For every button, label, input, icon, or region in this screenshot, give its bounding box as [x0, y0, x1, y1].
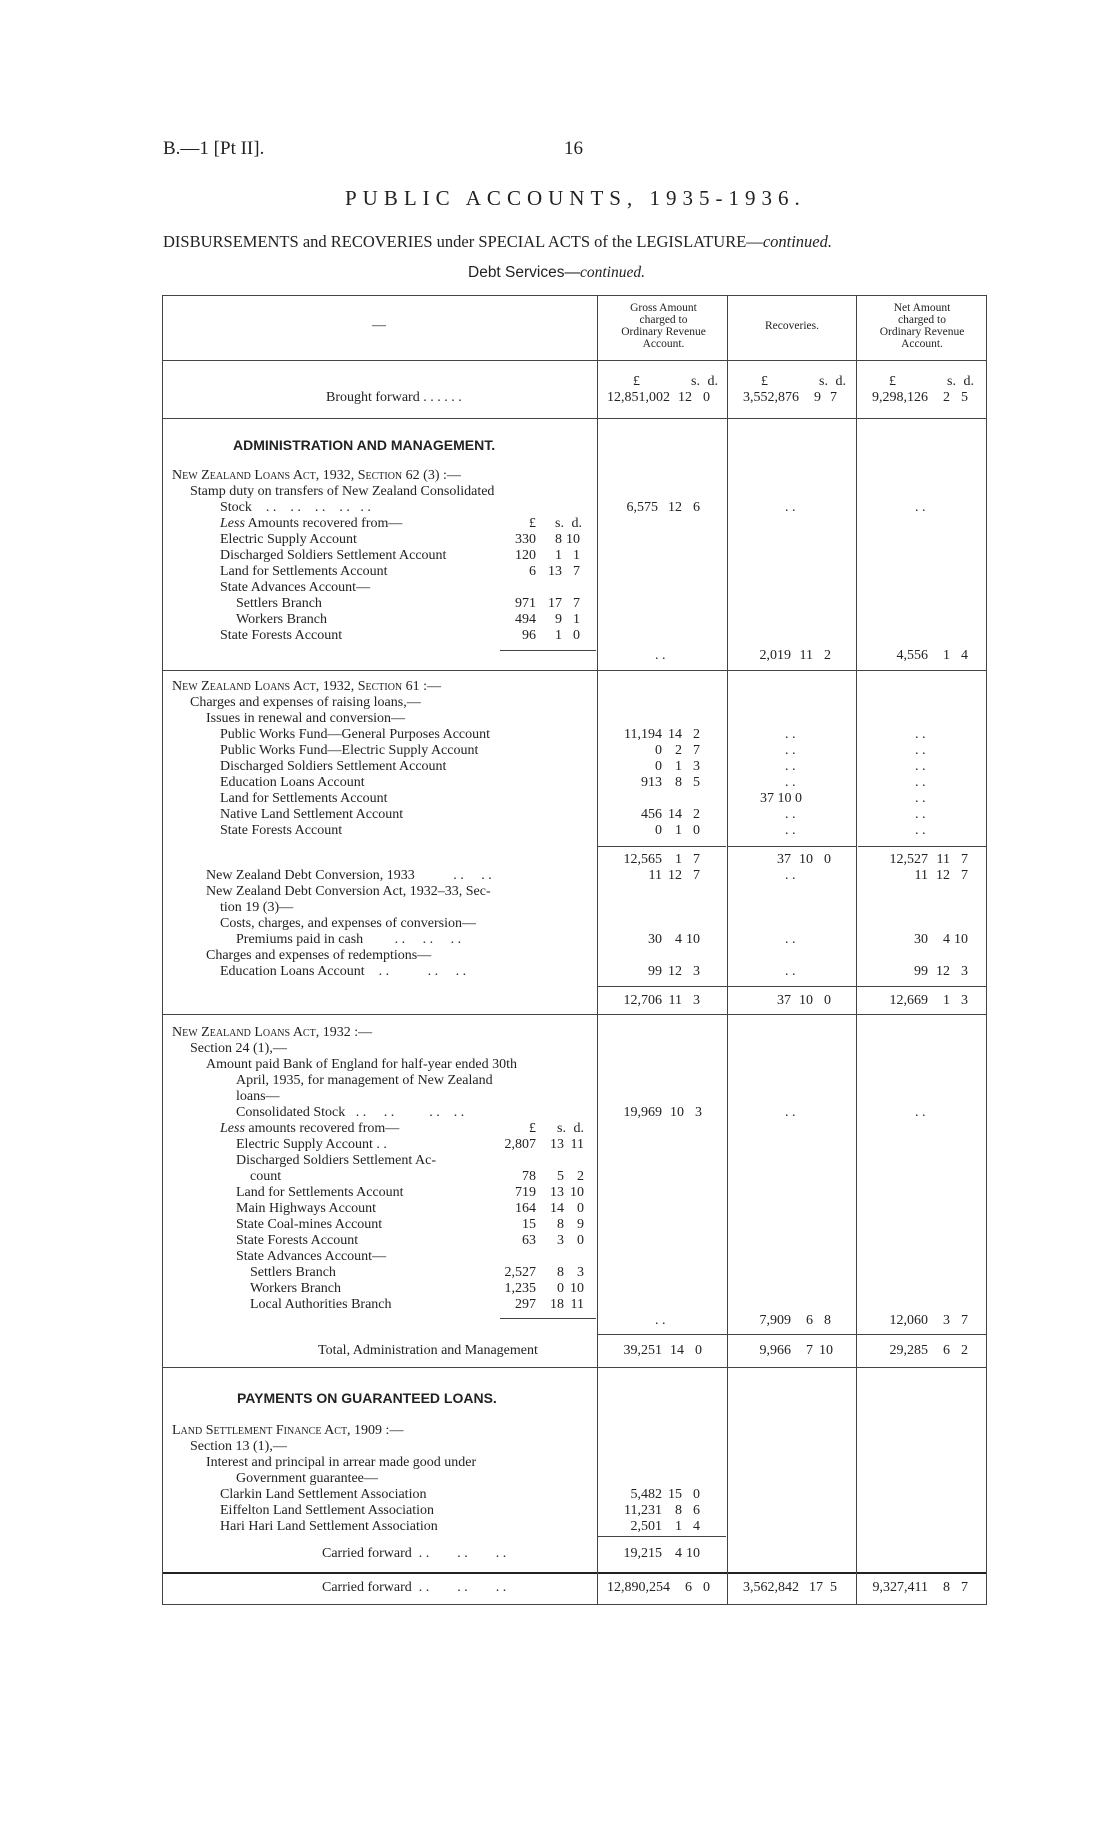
- block3-item-amount: 2,807 13 11: [504, 1137, 584, 1152]
- block3-line3: loans—: [236, 1089, 280, 1104]
- block4-carried-label: Carried forward . . . . . .: [322, 1546, 507, 1561]
- brought-forward-label: Brought forward . . . . . .: [326, 390, 462, 405]
- block3-item-amount: [490, 1153, 584, 1169]
- prem-rec-dots: . .: [785, 932, 796, 947]
- block2-item-gross: 11,194 14 2: [624, 727, 700, 742]
- block4-item-label: Eiffelton Land Settlement Association: [220, 1503, 434, 1518]
- redemptions-label: Charges and expenses of redemptions—: [206, 948, 432, 963]
- block2-item-label: Discharged Soldiers Settlement Account: [220, 759, 447, 774]
- block4-section: Section 13 (1),—: [190, 1439, 287, 1454]
- block3-item-label: Electric Supply Account . .: [236, 1137, 387, 1152]
- block3-item-label: Workers Branch: [250, 1281, 342, 1296]
- column-net: Net Amount charged to Ordinary Revenue Account.: [879, 302, 965, 350]
- block3-item-label: State Forests Account: [236, 1233, 359, 1248]
- cf-net: 9,327,411 8 7: [872, 1580, 968, 1595]
- unit-gross: £ s. d.: [633, 374, 718, 389]
- block3-less: Less amounts recovered from—: [220, 1121, 400, 1136]
- block2-item-net: . .: [915, 807, 926, 822]
- block4-item-label: Clarkin Land Settlement Association: [220, 1487, 427, 1502]
- consolidated-stock: Consolidated Stock . . . . . . . .: [236, 1105, 465, 1120]
- bf-rec: 3,552,876 9 7: [743, 390, 837, 405]
- page-title: PUBLIC ACCOUNTS, 1935-1936.: [345, 186, 806, 210]
- block2-item-gross: 0 1 0: [655, 823, 700, 838]
- block1-net-dots: . .: [915, 500, 926, 515]
- block3-gross-dots: . .: [655, 1313, 666, 1328]
- block3-item-label: Settlers Branch: [250, 1265, 336, 1280]
- bf-gross: 12,851,002 12 0: [607, 390, 710, 405]
- document-ref: B.—1 [Pt II].: [163, 138, 265, 159]
- block1-line2: Stock . . . . . . . . . .: [220, 500, 371, 515]
- block2-item-gross: [600, 791, 700, 807]
- block2-item-label: Education Loans Account: [220, 775, 365, 790]
- column-gross: Gross Amount charged to Ordinary Revenue Account.: [621, 302, 706, 350]
- block1-act: New Zealand Loans Act, 1932, Section 62 (3) :—: [172, 468, 461, 483]
- block4-item-gross: 2,501 1 4: [630, 1519, 700, 1534]
- column-recoveries: Recoveries.: [765, 320, 819, 332]
- block2-item-rec: . .: [785, 775, 796, 790]
- block2-item-net: . .: [915, 759, 926, 774]
- premiums-label: Premiums paid in cash . . . . . .: [236, 932, 462, 947]
- block1-gross-dots: . .: [655, 648, 666, 663]
- edu-gross: 99 12 3: [648, 964, 700, 979]
- block4-item-gross: 11,231 8 6: [624, 1503, 700, 1518]
- block3-item-label: count: [250, 1169, 282, 1184]
- block3-section: Section 24 (1),—: [190, 1041, 287, 1056]
- conv-net: 11 12 7: [914, 868, 968, 883]
- carried-forward-label: Carried forward . . . . . .: [322, 1580, 507, 1595]
- block2-item-net: . .: [915, 823, 926, 838]
- block2-line1: Charges and expenses of raising loans,—: [190, 695, 421, 710]
- block4-item-gross: 5,482 15 0: [630, 1487, 700, 1502]
- block4-carried-gross: 19,215 4 10: [623, 1546, 700, 1561]
- edu-label: Education Loans Account . . . . . .: [220, 964, 467, 979]
- block1-less: Less Amounts recovered from—: [220, 516, 403, 531]
- block3-item-label: State Advances Account—: [236, 1249, 387, 1264]
- block1-item-amount: 96 1 0: [522, 628, 580, 643]
- block3-item-amount: 297 18 11: [515, 1297, 584, 1312]
- total-admin-label: Total, Administration and Management: [318, 1343, 538, 1358]
- block3-item-label: State Coal-mines Account: [236, 1217, 383, 1232]
- block3-item-amount: 15 8 9: [522, 1217, 584, 1232]
- column-dash: —: [372, 318, 386, 333]
- subtitle: DISBURSEMENTS and RECOVERIES under SPECIAL ACTS of the LEGISLATURE—continued.: [163, 232, 833, 251]
- block2-item-rec: 37 10 0: [760, 791, 802, 806]
- block2-item-label: Land for Settlements Account: [220, 791, 388, 806]
- block2-item-rec: . .: [785, 727, 796, 742]
- block1-item-label: State Forests Account: [220, 628, 343, 643]
- block1-units: £ s. d.: [529, 516, 582, 531]
- block2-item-net: . .: [915, 743, 926, 758]
- block2-item-rec: . .: [785, 807, 796, 822]
- block2-item-net: . .: [915, 775, 926, 790]
- block1-rec-dots: . .: [785, 500, 796, 515]
- conv-act-line2: tion 19 (3)—: [220, 900, 294, 915]
- cf-rec: 3,562,842 17 5: [743, 1580, 837, 1595]
- block1-item-label: Electric Supply Account: [220, 532, 357, 547]
- block1-item-label: Workers Branch: [236, 612, 328, 627]
- block4-line2: Government guarantee—: [236, 1471, 378, 1486]
- block1-item-label: Land for Settlements Account: [220, 564, 388, 579]
- block2-total-rec: 37 10 0: [777, 993, 831, 1008]
- block2-item-gross: 0 2 7: [655, 743, 700, 758]
- block2-item-gross: 0 1 3: [655, 759, 700, 774]
- block3-net: 12,060 3 7: [889, 1313, 968, 1328]
- block3-net-dots: . .: [915, 1105, 926, 1120]
- block4-item-label: Hari Hari Land Settlement Association: [220, 1519, 438, 1534]
- page-number: 16: [564, 138, 583, 159]
- total-admin-rec: 9,966 7 10: [759, 1343, 833, 1358]
- block3-item-label: Discharged Soldiers Settlement Ac-: [236, 1153, 436, 1168]
- block3-line2: April, 1935, for management of New Zealand: [236, 1073, 493, 1088]
- block2-item-label: Public Works Fund—General Purposes Account: [220, 727, 491, 742]
- block2-total-gross: 12,706 11 3: [623, 993, 700, 1008]
- block3-item-amount: [490, 1249, 584, 1265]
- edu-rec-dots: . .: [785, 964, 796, 979]
- block3-item-amount: 1,235 0 10: [504, 1281, 584, 1296]
- block1-item-amount: 120 1 1: [515, 548, 580, 563]
- block2-item-gross: 913 8 5: [641, 775, 700, 790]
- conv-rec-dots: . .: [785, 868, 796, 883]
- prem-gross: 30 4 10: [648, 932, 700, 947]
- block2-item-gross: 456 14 2: [641, 807, 700, 822]
- section-subtitle: Debt Services—continued.: [468, 264, 645, 281]
- cf-gross: 12,890,254 6 0: [607, 1580, 710, 1595]
- block2-sub-net: 12,527 11 7: [889, 852, 968, 867]
- block3-item-label: Local Authorities Branch: [250, 1297, 392, 1312]
- guaranteed-section-title: PAYMENTS ON GUARANTEED LOANS.: [237, 1390, 497, 1406]
- edu-net: 99 12 3: [914, 964, 968, 979]
- block1-item-label: Discharged Soldiers Settlement Account: [220, 548, 447, 563]
- admin-section-title: ADMINISTRATION AND MANAGEMENT.: [233, 437, 496, 453]
- bf-net: 9,298,126 2 5: [872, 390, 968, 405]
- block3-item-amount: 719 13 10: [515, 1185, 584, 1200]
- block3-line1: Amount paid Bank of England for half-year ended 30th: [206, 1057, 518, 1072]
- block2-total-net: 12,669 1 3: [889, 993, 968, 1008]
- block2-item-net: . .: [915, 791, 926, 806]
- block1-item-amount: 330 8 10: [515, 532, 580, 547]
- total-admin-gross: 39,251 14 0: [623, 1343, 702, 1358]
- block2-item-rec: . .: [785, 743, 796, 758]
- block2-line2: Issues in renewal and conversion—: [206, 711, 406, 726]
- unit-net: £ s. d.: [889, 374, 974, 389]
- block2-item-rec: . .: [785, 823, 796, 838]
- conv-gross: 11 12 7: [648, 868, 700, 883]
- total-admin-net: 29,285 6 2: [889, 1343, 968, 1358]
- block1-line1: Stamp duty on transfers of New Zealand Consolidated: [190, 484, 495, 499]
- block1-gross: 6,575 12 6: [626, 500, 700, 515]
- block3-item-label: Land for Settlements Account: [236, 1185, 404, 1200]
- block2-item-label: Native Land Settlement Account: [220, 807, 404, 822]
- prem-net: 30 4 10: [914, 932, 968, 947]
- block3-rec: 7,909 6 8: [759, 1313, 831, 1328]
- block4-line1: Interest and principal in arrear made good under: [206, 1455, 477, 1470]
- block4-act: Land Settlement Finance Act, 1909 :—: [172, 1423, 404, 1438]
- block2-act: New Zealand Loans Act, 1932, Section 61 :—: [172, 679, 442, 694]
- block1-item-label: Settlers Branch: [236, 596, 322, 611]
- unit-rec: £ s. d.: [761, 374, 846, 389]
- block1-rec: 2,019 11 2: [759, 648, 831, 663]
- block2-sub-gross: 12,565 1 7: [623, 852, 700, 867]
- block3-units: £ s. d.: [529, 1121, 584, 1136]
- block2-item-rec: . .: [785, 759, 796, 774]
- block3-item-amount: 78 5 2: [522, 1169, 584, 1184]
- block3-item-amount: 63 3 0: [522, 1233, 584, 1248]
- block1-net: 4,556 1 4: [896, 648, 968, 663]
- block2-item-net: . .: [915, 727, 926, 742]
- conv-act-line1: New Zealand Debt Conversion Act, 1932–33, Sec-: [206, 884, 491, 899]
- block3-act: New Zealand Loans Act, 1932 :—: [172, 1025, 373, 1040]
- block2-item-label: Public Works Fund—Electric Supply Account: [220, 743, 479, 758]
- conv-label: New Zealand Debt Conversion, 1933 . . . .: [206, 868, 492, 883]
- block3-item-amount: 2,527 8 3: [504, 1265, 584, 1280]
- block1-item-amount: 494 9 1: [515, 612, 580, 627]
- block2-sub-rec: 37 10 0: [777, 852, 831, 867]
- block2-item-label: State Forests Account: [220, 823, 343, 838]
- block1-item-amount: [500, 580, 580, 596]
- block1-item-amount: 6 13 7: [529, 564, 580, 579]
- block1-item-label: State Advances Account—: [220, 580, 371, 595]
- block3-gross: 19,969 10 3: [623, 1105, 702, 1120]
- costs-label: Costs, charges, and expenses of conversion—: [220, 916, 476, 931]
- block1-item-amount: 971 17 7: [515, 596, 580, 611]
- block3-item-amount: 164 14 0: [515, 1201, 584, 1216]
- block3-rec-dots: . .: [785, 1105, 796, 1120]
- block3-item-label: Main Highways Account: [236, 1201, 376, 1216]
